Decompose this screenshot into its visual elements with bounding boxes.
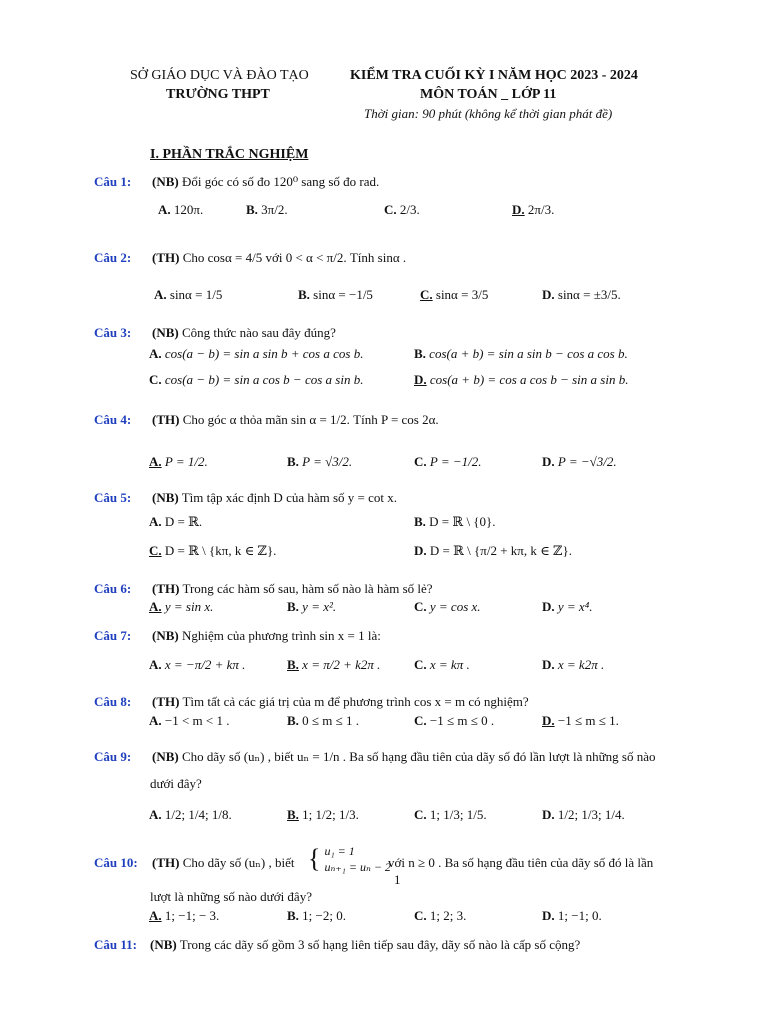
option-label: D. (542, 908, 555, 923)
option-b (414, 346, 628, 362)
option-text: sinα = −1/5 (313, 287, 373, 302)
question-body: Đổi góc có số đo 120⁰ sang số đo rad. (181, 174, 380, 189)
question-level: (TH) (152, 581, 180, 596)
option-b (287, 454, 352, 470)
option-label: A. (149, 908, 162, 923)
option-label: A. (149, 807, 162, 822)
brace-icon: { (308, 844, 321, 874)
question-number: Câu 4: (94, 412, 132, 427)
question-body: Tìm tập xác định D của hàm số y = cot x. (181, 490, 398, 505)
option-label: A. (154, 287, 167, 302)
system-line-2: uₙ₊₁ = uₙ − 2 (324, 860, 391, 875)
question-number: Câu 5: (94, 490, 132, 505)
question-body: Trong các hàm số sau, hàm số nào là hàm số lẻ? (182, 581, 433, 596)
option-label: C. (149, 372, 162, 387)
option-b (287, 599, 336, 615)
question-number: Câu 11: (94, 937, 137, 952)
question-level: (TH) (152, 855, 180, 870)
question-text (152, 250, 406, 266)
option-b (287, 807, 359, 823)
option-label: B. (287, 599, 299, 614)
option-label: C. (384, 202, 397, 217)
question-body: Cho dãy số (uₙ) , biết (182, 855, 295, 870)
option-a (149, 514, 202, 530)
option-text: cos(a + b) = sin a sin b − cos a cos b. (429, 346, 628, 361)
question-text (152, 325, 336, 341)
question-level: (NB) (152, 749, 179, 764)
option-d (414, 543, 572, 559)
option-label: C. (414, 713, 427, 728)
option-text: −1 < m < 1 . (164, 713, 230, 728)
option-text: −1 ≤ m ≤ 0 . (429, 713, 495, 728)
question-number: Câu 7: (94, 628, 132, 643)
option-text: 1; −1; 0. (557, 908, 602, 923)
option-text: x = −π/2 + kπ . (164, 657, 246, 672)
option-label: D. (542, 807, 555, 822)
option-d (542, 657, 604, 673)
option-text: 1; 1/3; 1/5. (429, 807, 487, 822)
option-label: A. (149, 514, 162, 529)
exam-title: KIỂM TRA CUỐI KỲ I NĂM HỌC 2023 - 2024 (350, 68, 638, 83)
question-text-continued: lượt là những số nào dưới đây? (150, 889, 312, 904)
option-text: D = ℝ \ {0}. (429, 514, 496, 529)
question-body: Công thức nào sau đây đúng? (181, 325, 336, 340)
option-b (287, 657, 380, 673)
question-text (152, 490, 397, 506)
school-name: TRƯỜNG THPT (166, 87, 270, 102)
option-text: P = 1/2. (164, 454, 208, 469)
option-label: A. (149, 346, 162, 361)
option-text: 1/2; 1/4; 1/8. (164, 807, 232, 822)
option-label: C. (414, 454, 427, 469)
option-label: B. (414, 514, 426, 529)
question-number: Câu 1: (94, 174, 132, 189)
option-d (542, 713, 619, 729)
question-subscript: 1 (394, 872, 401, 887)
option-b (414, 514, 496, 530)
question-text (152, 628, 381, 644)
question-body: Nghiệm của phương trình sin x = 1 là: (181, 628, 381, 643)
option-text: x = kπ . (429, 657, 470, 672)
option-label: A. (149, 454, 162, 469)
option-text: 2/3. (399, 202, 420, 217)
option-d (542, 908, 602, 924)
question-level: (TH) (152, 412, 180, 427)
question-body: Cho cosα = 4/5 với 0 < α < π/2. Tính sinα . (182, 250, 407, 265)
option-label: D. (542, 599, 555, 614)
option-b (287, 908, 346, 924)
question-level: (NB) (150, 937, 177, 952)
option-label: D. (542, 657, 555, 672)
option-text: y = x⁴. (557, 599, 593, 614)
question-number: Câu 9: (94, 749, 132, 764)
option-label: B. (287, 657, 299, 672)
question-number: Câu 8: (94, 694, 132, 709)
option-b (298, 287, 373, 303)
option-a (149, 908, 219, 924)
recurrence-system (308, 843, 391, 875)
question-body: Cho dãy số (uₙ) , biết uₙ = 1/n . Ba số hạng đầu tiên của dãy số đó lần lượt là những số nào (181, 749, 656, 764)
option-text: y = cos x. (429, 599, 481, 614)
option-label: A. (149, 657, 162, 672)
option-label: C. (414, 599, 427, 614)
option-c (149, 543, 276, 559)
option-d (542, 454, 617, 470)
question-number: Câu 6: (94, 581, 132, 596)
option-label: B. (287, 713, 299, 728)
question-number: Câu 2: (94, 250, 132, 265)
option-label: B. (287, 908, 299, 923)
question-number: Câu 10: (94, 855, 138, 870)
question-text (152, 694, 529, 710)
option-a (149, 346, 363, 362)
option-a (154, 287, 222, 303)
option-label: C. (414, 807, 427, 822)
option-text: cos(a − b) = sin a sin b + cos a cos b. (164, 346, 364, 361)
question-text-continued: dưới đây? (150, 776, 202, 791)
option-label: C. (414, 657, 427, 672)
option-label: B. (414, 346, 426, 361)
option-text: sinα = ±3/5. (557, 287, 621, 302)
option-label: B. (287, 807, 299, 822)
option-text: sinα = 3/5 (435, 287, 489, 302)
option-text: y = sin x. (164, 599, 214, 614)
option-c (420, 287, 488, 303)
question-text (152, 855, 294, 871)
department-name: SỞ GIÁO DỤC VÀ ĐÀO TẠO (130, 68, 309, 83)
option-label: D. (542, 454, 555, 469)
option-label: C. (420, 287, 433, 302)
option-label: B. (287, 454, 299, 469)
option-label: C. (149, 543, 162, 558)
question-text-after: với n ≥ 0 . Ba số hạng đầu tiên của dãy số đó là lần (388, 855, 654, 870)
option-label: A. (158, 202, 171, 217)
option-label: B. (246, 202, 258, 217)
option-label: D. (542, 287, 555, 302)
question-text (152, 174, 379, 190)
question-level: (NB) (152, 490, 179, 505)
option-text: D = ℝ \ {π/2 + kπ, k ∈ ℤ}. (429, 543, 572, 558)
option-a (158, 202, 203, 218)
question-level: (NB) (152, 174, 179, 189)
option-text: P = √3/2. (302, 454, 353, 469)
option-text: −1 ≤ m ≤ 1. (557, 713, 619, 728)
question-text (152, 412, 439, 428)
question-level: (NB) (152, 628, 179, 643)
exam-duration: Thời gian: 90 phút (không kể thời gian phát đề) (364, 106, 613, 121)
option-d (414, 372, 628, 388)
subject-title: MÔN TOÁN _ LỚP 11 (420, 87, 557, 102)
option-text: 1; 2; 3. (429, 908, 467, 923)
question-text (152, 581, 433, 597)
option-text: 1; 1/2; 1/3. (302, 807, 359, 822)
question-body: Tìm tất cả các giá trị của m để phương trình cos x = m có nghiệm? (182, 694, 529, 709)
system-equations (324, 843, 390, 875)
option-b (287, 713, 359, 729)
system-line-1: u₁ = 1 (324, 844, 355, 858)
option-text: 0 ≤ m ≤ 1 . (302, 713, 360, 728)
option-text: x = k2π . (557, 657, 605, 672)
option-b (246, 202, 288, 218)
option-c (414, 908, 466, 924)
option-label: C. (414, 908, 427, 923)
option-text: P = −√3/2. (557, 454, 617, 469)
option-text: 1; −1; − 3. (164, 908, 220, 923)
option-c (414, 807, 487, 823)
question-number: Câu 3: (94, 325, 132, 340)
option-c (414, 599, 481, 615)
option-d (542, 287, 621, 303)
option-label: A. (149, 713, 162, 728)
option-text: 120π. (173, 202, 204, 217)
option-a (149, 807, 232, 823)
option-text: cos(a − b) = sin a cos b − cos a sin b. (164, 372, 364, 387)
option-text: y = x². (302, 599, 337, 614)
option-c (414, 713, 494, 729)
question-body: Cho góc α thỏa mãn sin α = 1/2. Tính P = cos 2α. (182, 412, 439, 427)
option-a (149, 599, 213, 615)
question-body: Trong các dãy số gồm 3 số hạng liên tiếp sau đây, dãy số nào là cấp số cộng? (179, 937, 581, 952)
option-text: D = ℝ. (164, 514, 203, 529)
section-title: I. PHẦN TRẮC NGHIỆM (150, 147, 309, 162)
option-text: P = −1/2. (429, 454, 482, 469)
option-text: D = ℝ \ {kπ, k ∈ ℤ}. (164, 543, 277, 558)
option-a (149, 454, 208, 470)
option-d (542, 807, 625, 823)
option-d (542, 599, 592, 615)
option-a (149, 657, 245, 673)
option-label: D. (542, 713, 555, 728)
option-text: 1; −2; 0. (302, 908, 346, 923)
option-text: 1/2; 1/3; 1/4. (557, 807, 625, 822)
question-text (150, 937, 580, 953)
option-label: A. (149, 599, 162, 614)
option-c (414, 454, 482, 470)
option-c (414, 657, 470, 673)
option-label: B. (298, 287, 310, 302)
option-c (384, 202, 420, 218)
option-text: cos(a + b) = cos a cos b − sin a sin b. (429, 372, 629, 387)
question-level: (NB) (152, 325, 179, 340)
option-a (149, 713, 230, 729)
question-level: (TH) (152, 250, 180, 265)
option-text: x = π/2 + k2π . (302, 657, 381, 672)
option-text: sinα = 1/5 (169, 287, 223, 302)
question-level: (TH) (152, 694, 180, 709)
option-text: 2π/3. (527, 202, 555, 217)
option-label: D. (512, 202, 525, 217)
option-text: 3π/2. (261, 202, 288, 217)
option-label: D. (414, 372, 427, 387)
option-label: D. (414, 543, 427, 558)
question-text (152, 749, 656, 765)
option-d (512, 202, 554, 218)
option-c (149, 372, 363, 388)
